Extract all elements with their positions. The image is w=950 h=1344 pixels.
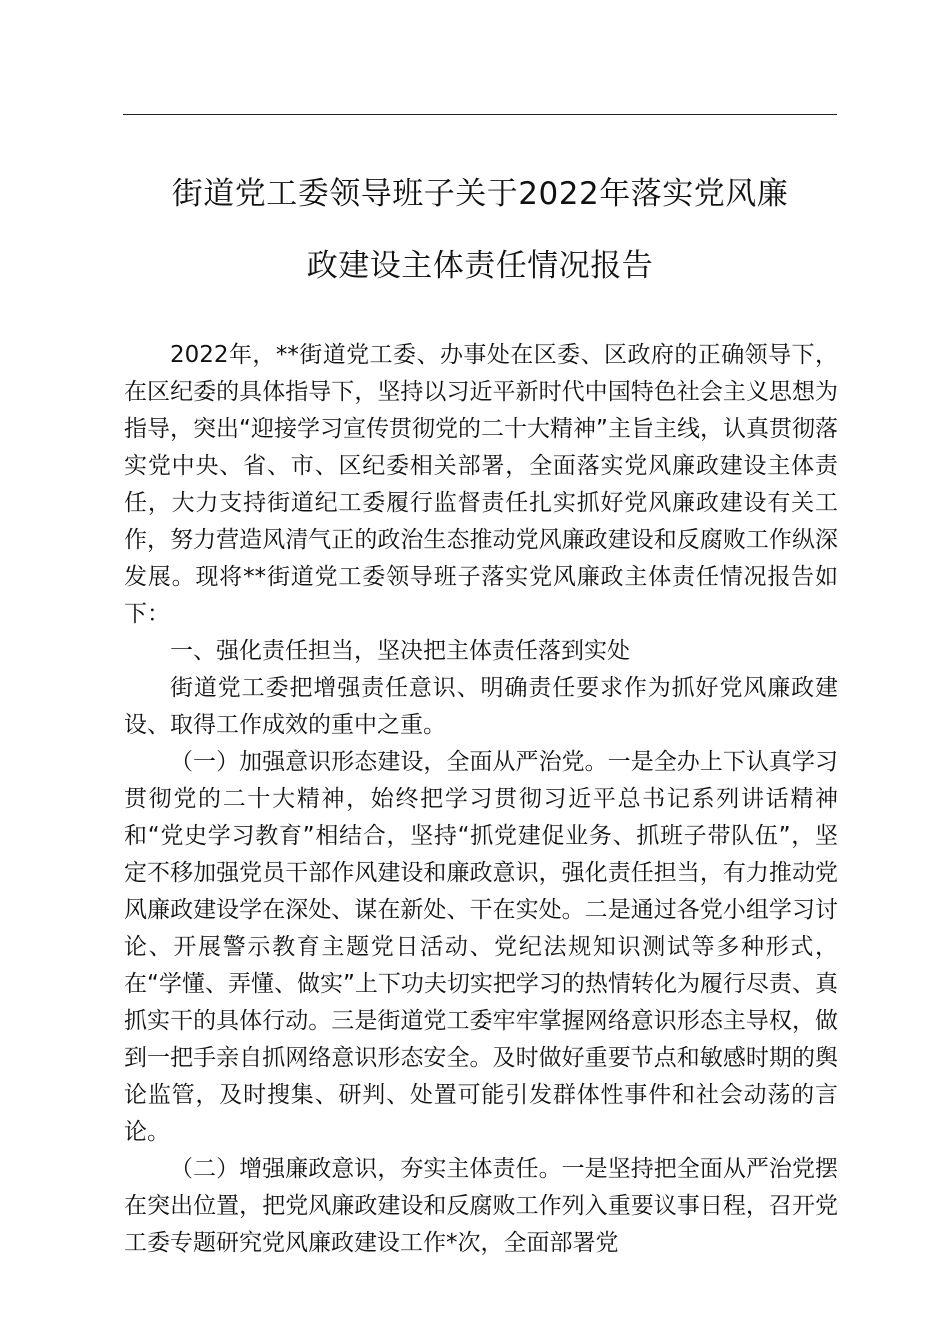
section-heading-1: 一、强化责任担当，坚决把主体责任落到实处: [170, 638, 630, 664]
title-line-1: 街道党工委领导班子关于2022年落实党风廉: [171, 176, 789, 212]
document-body: [124, 337, 838, 1262]
paragraph-subsection-2: （二）增强廉政意识，夯实主体责任。一是坚持把全面从严治党摆在突出位置，把党风廉政建设和反腐败工作列入重要议事日程，召开党工委专题研究党风廉政建设工作*次，全面部署党: [124, 1156, 838, 1256]
document-title: [110, 158, 850, 302]
title-line-2: 政建设主体责任情况报告: [306, 248, 654, 284]
paragraph-subsection-1: （一）加强意识形态建设，全面从严治党。一是全办上下认真学习贯彻党的二十大精神，始终把学习贯彻习近平总书记系列讲话精神和“党史学习教育”相结合，坚持“抓党建促业务、抓班子带队伍”，坚定不移加强党员干部作风建设和廉政意识，强化责任担当，有力推动党风廉政建设学在深处、谋在新处、干在实处。二是通过各党小组学习讨论、开展警示教育主题党日活动、党纪法规知识测试等多种形式，在“学懂、弄懂、做实”上下功夫切实把学习的热情转化为履行尽责、真抓实干的具体行动。三是街道党工委牢牢掌握网络意识形态主导权，做到一把手亲自抓网络意识形态安全。及时做好重要节点和敏感时期的舆论监管，及时搜集、研判、处置可能引发群体性事件和社会动荡的言论。: [124, 749, 838, 1145]
paragraph-section-1-intro: 街道党工委把增强责任意识、明确责任要求作为抓好党风廉政建设、取得工作成效的重中之重。: [124, 675, 838, 738]
paragraph-intro: 2022年，**街道党工委、办事处在区委、区政府的正确领导下，在区纪委的具体指导下，坚持以习近平新时代中国特色社会主义思想为指导，突出“迎接学习宣传贯彻党的二十大精神”主旨主线，认真贯彻落实党中央、省、市、区纪委相关部署，全面落实党风廉政建设主体责任，大力支持街道纪工委履行监督责任扎实抓好党风廉政建设有关工作，努力营造风清气正的政治生态推动党风廉政建设和反腐败工作纵深发展。现将**街道党工委领导班子落实党风廉政主体责任情况报告如下：: [124, 342, 838, 627]
header-rule: [123, 114, 837, 115]
